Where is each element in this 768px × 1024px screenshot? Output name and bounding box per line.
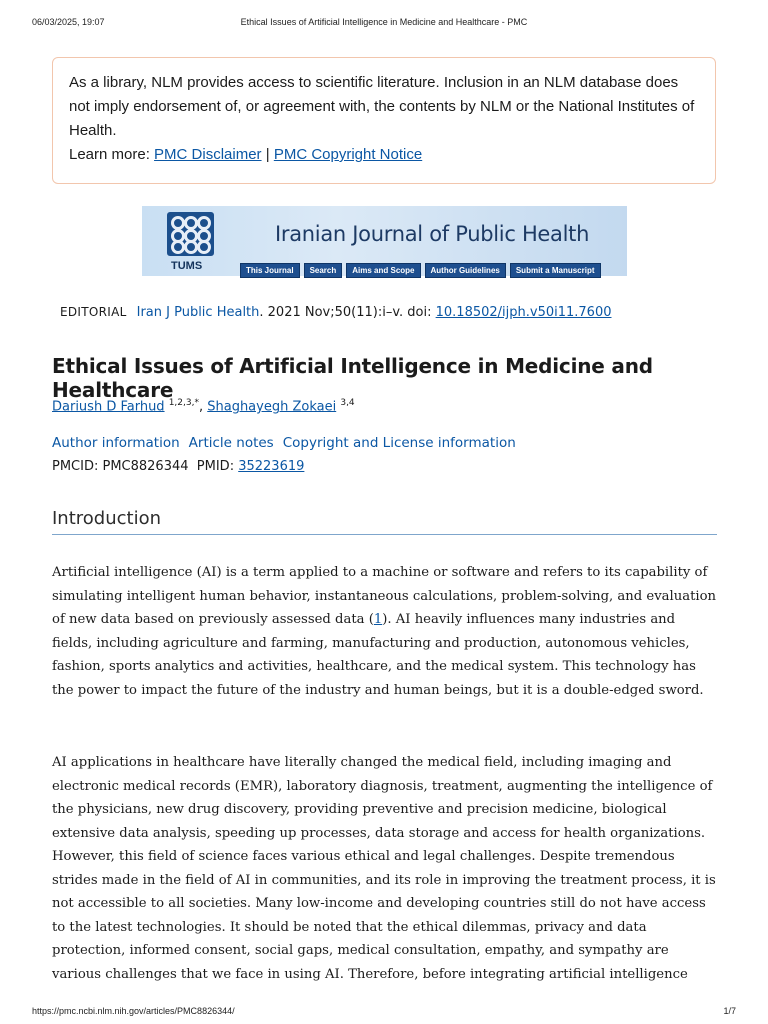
intro-paragraph-1 xyxy=(52,561,718,702)
print-datetime: 06/03/2025, 19:07 xyxy=(32,17,105,27)
reference-link[interactable]: 1 xyxy=(373,612,383,627)
print-page-number: 1/7 xyxy=(723,1006,736,1016)
pmcid: PMCID: PMC8826344 xyxy=(52,459,189,474)
article-info-links xyxy=(52,435,516,451)
article-identifiers xyxy=(52,459,304,474)
pmid-label: PMID: xyxy=(196,459,235,474)
author-link[interactable]: Shaghayegh Zokaei xyxy=(207,399,337,415)
doi-link[interactable]: 10.18502/ijph.v50i11.7600 xyxy=(435,305,612,320)
pmc-disclaimer-link[interactable]: PMC Disclaimer xyxy=(154,146,262,163)
section-divider xyxy=(52,534,717,535)
notice-text: As a library, NLM provides access to scientific literature. Inclusion in an NLM database does not imply endorsement of, or agreement with, the contents by NLM or the National Institutes of Health. xyxy=(69,74,695,139)
journal-banner[interactable] xyxy=(142,206,627,276)
pmid-link[interactable]: 35223619 xyxy=(238,459,305,474)
nlm-disclaimer-notice xyxy=(52,57,716,184)
author-list: Dariush D Farhud $^{1,2,3,*}$, Shaghayegh Zokaei $^{3,4}$ xyxy=(52,398,355,415)
author-affiliation[interactable]: 1,2,3,* xyxy=(168,398,199,408)
copyright-license-toggle[interactable]: Copyright and License information xyxy=(282,435,516,451)
banner-nav xyxy=(240,263,601,278)
citation-line xyxy=(60,305,612,320)
article-type: EDITORIAL xyxy=(60,305,127,319)
author-link[interactable]: Dariush D Farhud xyxy=(52,399,165,415)
author-affiliation[interactable]: 3,4 xyxy=(340,398,355,408)
tums-logo-icon xyxy=(167,212,214,256)
tums-logo-text: TUMS xyxy=(171,260,203,272)
paragraph-text: Artificial intelligence (AI) is a term applied to a machine or software and refers to its capability of simulating intelligent human behavior, instantaneous calculations, problem-solving, and evaluation of new data based on previously assessed data ( xyxy=(52,565,717,627)
article-title: Ethical Issues of Artificial Intelligence in Medicine and Healthcare xyxy=(52,354,653,402)
article-notes-toggle[interactable]: Article notes xyxy=(188,435,274,451)
banner-nav-search[interactable]: Search xyxy=(304,263,343,278)
banner-nav-this-journal[interactable]: This Journal xyxy=(240,263,300,278)
pmc-copyright-link[interactable]: PMC Copyright Notice xyxy=(273,146,423,163)
print-url: https://pmc.ncbi.nlm.nih.gov/articles/PMC8826344/ xyxy=(32,1006,235,1016)
banner-nav-submit-manuscript[interactable]: Submit a Manuscript xyxy=(510,263,601,278)
print-page-title: Ethical Issues of Artificial Intelligence in Medicine and Healthcare - PMC xyxy=(240,17,528,27)
banner-nav-author-guidelines[interactable]: Author Guidelines xyxy=(425,263,506,278)
paragraph-text: ). AI heavily influences many industries and fields, including agriculture and farming, manufacturing and production, autonomous vehicles, fashion, sports analytics and activities, healthcare, and the medical system. This technology has the power to impact the future of the industry and human beings, but it is a double-edged sword. xyxy=(52,612,704,698)
journal-name-link[interactable]: Iran J Public Health xyxy=(136,305,260,320)
banner-nav-aims-scope[interactable]: Aims and Scope xyxy=(346,263,420,278)
citation-details: . 2021 Nov;50(11):i–v. doi: xyxy=(259,305,436,320)
link-separator: | xyxy=(265,146,270,163)
learn-more-line xyxy=(69,143,699,167)
banner-journal-title: Iranian Journal of Public Health xyxy=(275,222,590,246)
section-heading-introduction: Introduction xyxy=(52,508,162,529)
author-information-toggle[interactable]: Author information xyxy=(52,435,180,451)
intro-paragraph-2: AI applications in healthcare have literally changed the medical field, including imaging and electronic medical records (EMR), laboratory diagnosis, treatment, augmenting the intelligence of the physicians, new drug discovery, providing preventive and precision medicine, biological extensive data analysis, speeding up processes, data storage and access for health organizations. However, this field of science faces various ethical and legal challenges. Despite tremendous strides made in the field of AI in communities, and its role in improving the treatment process, it is not accessible to all societies. Many low-income and developing countries still do not have access to the latest technologies. It should be noted that the ethical dilemmas, privacy and data protection, informed consent, social gaps, medical consultation, empathy, and sympathy are various challenges that we face in using AI. Therefore, before integrating artificial intelligence xyxy=(52,755,716,982)
learn-more-label: Learn more: xyxy=(69,146,150,163)
